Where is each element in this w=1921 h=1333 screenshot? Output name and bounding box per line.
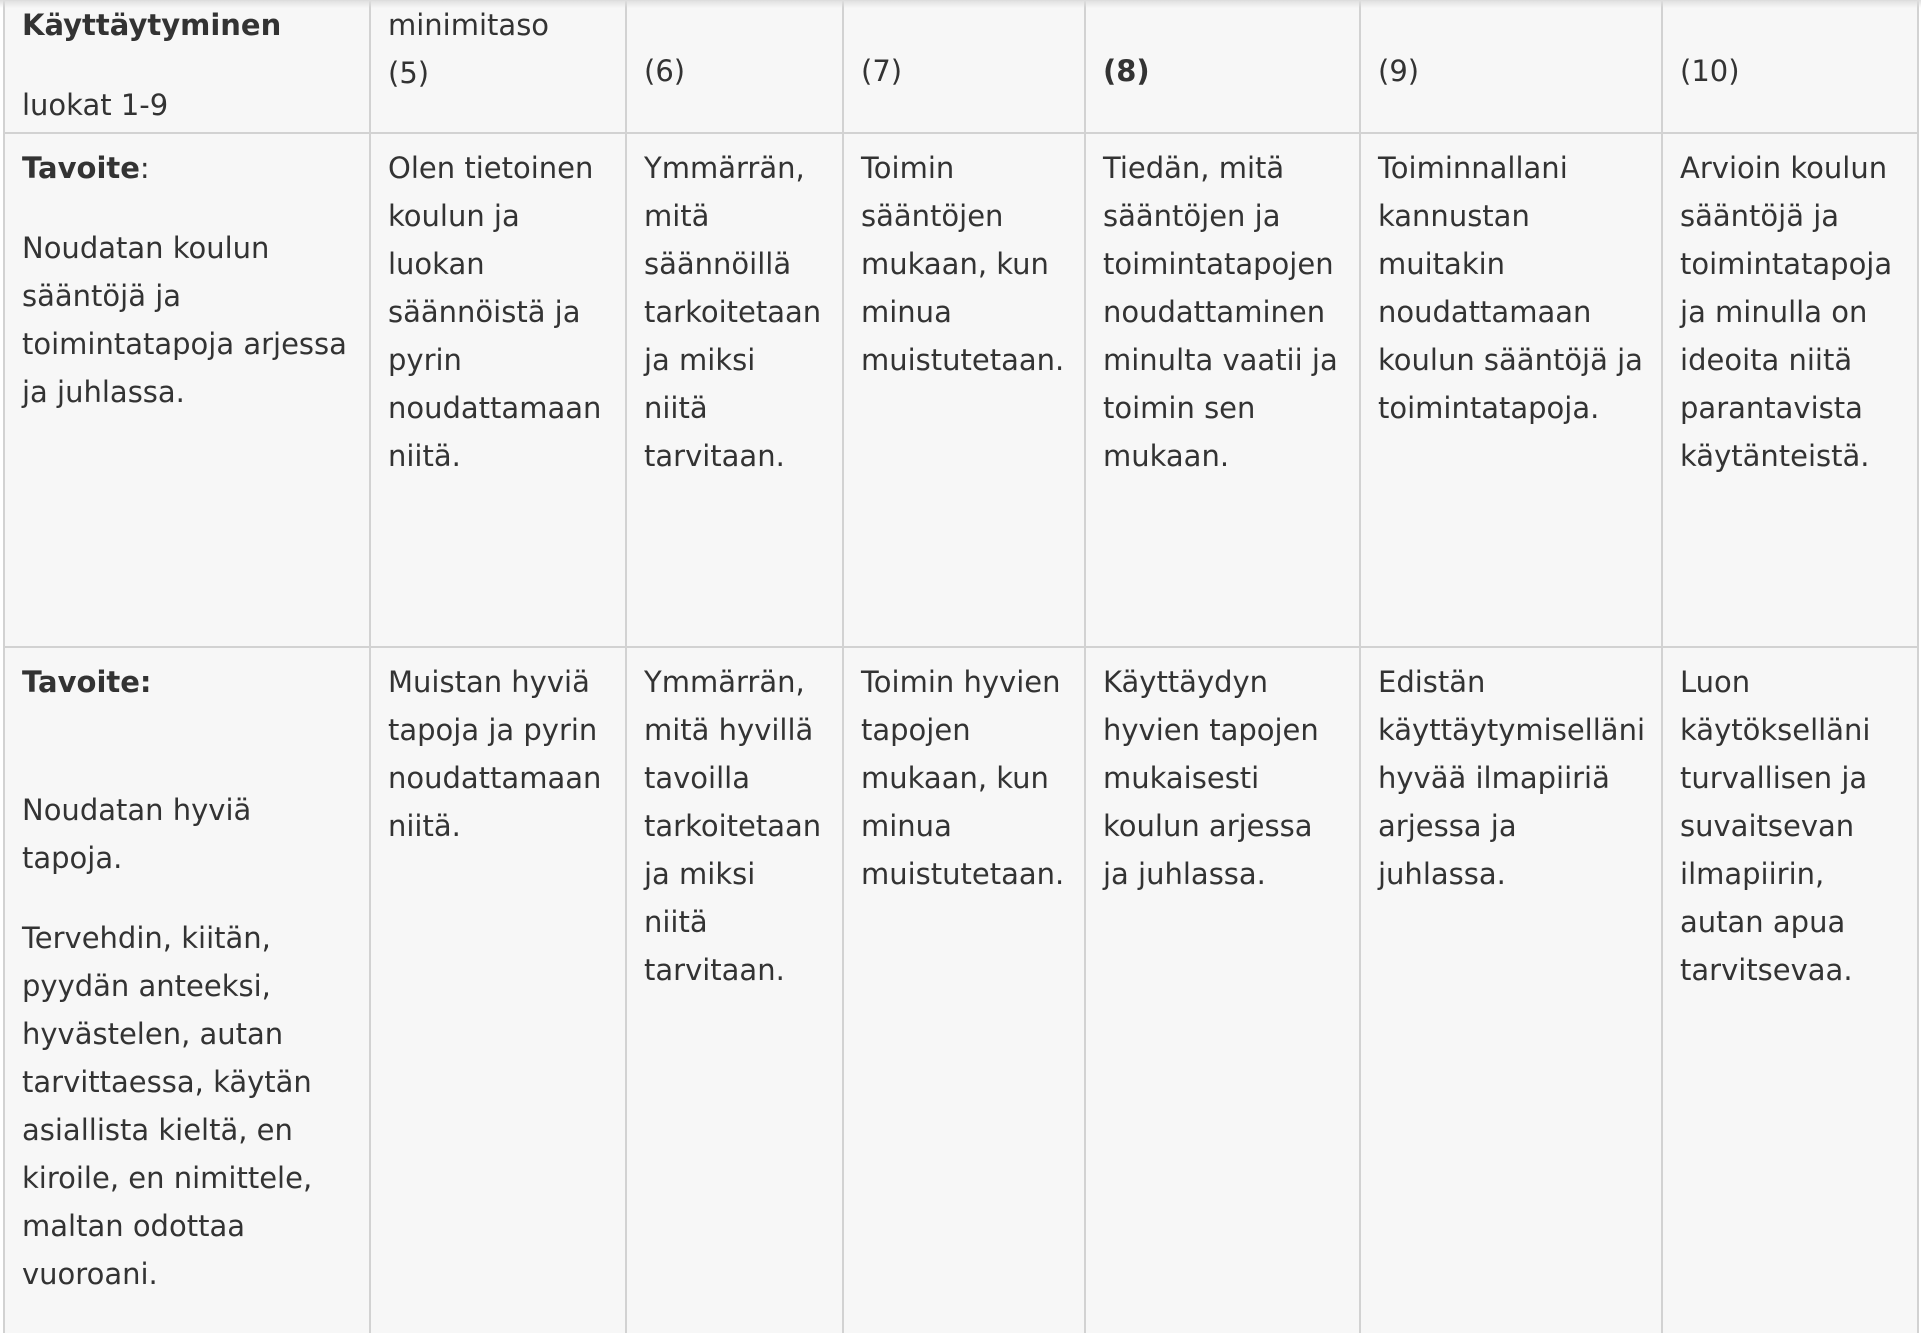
criteria-cell-grade-9: Edistän käyttäytymiselläni hyvää ilmapiiriä arjessa ja juhlassa. [1360, 647, 1662, 1333]
criteria-cell-grade-10: Luon käytökselläni turvallisen ja suvaitsevan ilmapiirin, autan apua tarvitsevaa. [1662, 647, 1918, 1333]
goal-cell [4, 133, 370, 647]
grade-label: (10) [1680, 54, 1740, 88]
table-title: Käyttäytyminen [22, 8, 282, 42]
min-level-label: minimitaso [388, 8, 550, 42]
goal-text: Noudatan koulun sääntöjä ja toimintatapoja arjessa ja juhlassa. [22, 231, 347, 409]
goal-text: Noudatan hyviä tapoja. [22, 793, 252, 875]
header-cell-grade-10 [1662, 0, 1918, 133]
criteria-cell-grade-6: Ymmärrän, mitä säännöillä tarkoitetaan ja miksi niitä tarvitaan. [626, 133, 843, 647]
grading-table [3, 0, 1919, 1333]
goal-colon: : [139, 151, 150, 185]
top-shadow [0, 0, 1921, 8]
grade-label: (8) [1103, 54, 1150, 88]
header-cell-title [4, 0, 370, 133]
goal-cell [4, 647, 370, 1333]
criteria-cell-grade-5: Olen tietoinen koulun ja luokan säännöistä ja pyrin noudattamaan niitä. [370, 133, 626, 647]
criteria-cell-grade-9: Toiminnallani kannustan muitakin noudattamaan koulun sääntöjä ja toimintatapoja. [1360, 133, 1662, 647]
criteria-cell-grade-7: Toimin sääntöjen mukaan, kun minua muistutetaan. [843, 133, 1085, 647]
criteria-cell-grade-6: Ymmärrän, mitä hyvillä tavoilla tarkoitetaan ja miksi niitä tarvitaan. [626, 647, 843, 1333]
header-row [4, 0, 1918, 133]
table-row [4, 133, 1918, 647]
criteria-cell-grade-8: Tiedän, mitä sääntöjen ja toimintatapojen noudattaminen minulta vaatii ja toimin sen mukaan. [1085, 133, 1360, 647]
criteria-cell-grade-7: Toimin hyvien tapojen mukaan, kun minua muistutetaan. [843, 647, 1085, 1333]
criteria-cell-grade-8: Käyttäydyn hyvien tapojen mukaisesti koulun arjessa ja juhlassa. [1085, 647, 1360, 1333]
header-cell-grade-5 [370, 0, 626, 133]
goal-detail: Tervehdin, kiitän, pyydän anteeksi, hyvästelen, autan tarvittaessa, käytän asiallista kieltä, en kiroile, en nimittele, maltan odottaa vuoroani. [22, 921, 313, 1291]
grade-label: (5) [388, 56, 430, 90]
grade-label: (6) [644, 54, 686, 88]
header-cell-grade-6 [626, 0, 843, 133]
criteria-cell-grade-5: Muistan hyviä tapoja ja pyrin noudattamaan niitä. [370, 647, 626, 1333]
table-row [4, 647, 1918, 1333]
grade-label: (7) [861, 54, 903, 88]
header-cell-grade-8 [1085, 0, 1360, 133]
grade-label: (9) [1378, 54, 1420, 88]
criteria-cell-grade-10: Arvioin koulun sääntöjä ja toimintatapoja ja minulla on ideoita niitä parantavista käytänteistä. [1662, 133, 1918, 647]
goal-label: Tavoite [22, 151, 140, 185]
goal-label: Tavoite: [22, 665, 152, 699]
table-subtitle: luokat 1-9 [22, 88, 169, 122]
header-cell-grade-9 [1360, 0, 1662, 133]
header-cell-grade-7 [843, 0, 1085, 133]
